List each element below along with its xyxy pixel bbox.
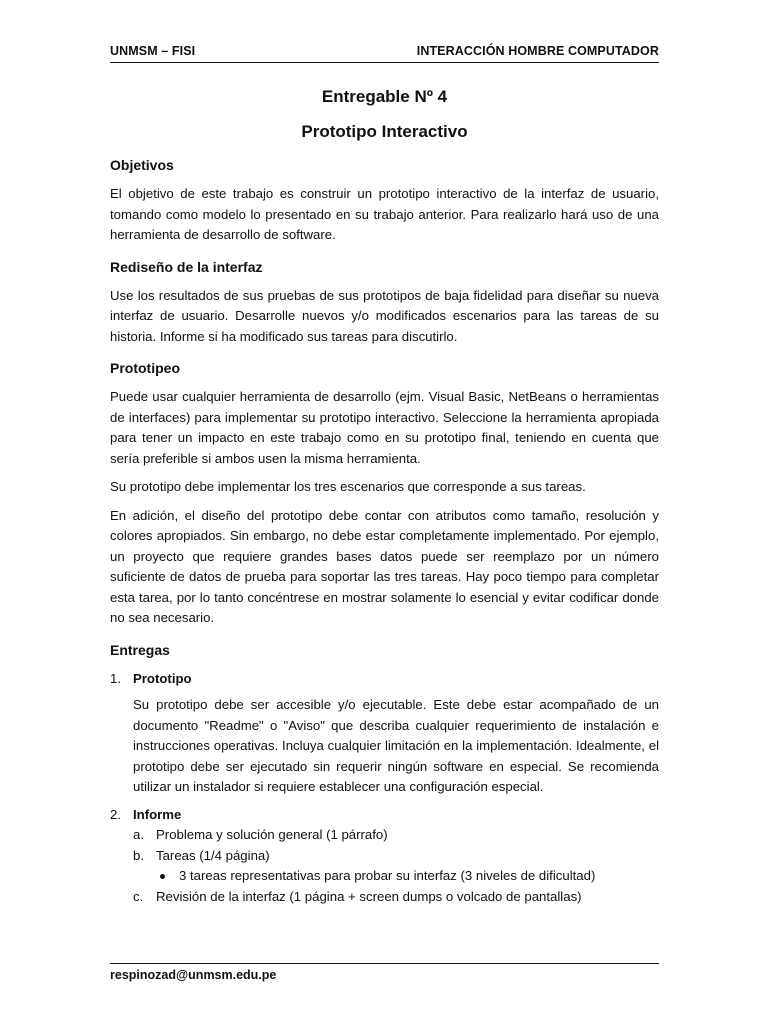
page-header xyxy=(110,44,659,63)
list-item xyxy=(110,669,659,798)
sub-list-marker: a. xyxy=(133,827,144,842)
list-item xyxy=(110,805,659,908)
entregas-list xyxy=(110,669,659,908)
document-body xyxy=(110,156,659,919)
bullet-icon xyxy=(160,874,165,879)
section-entregas xyxy=(110,641,659,908)
sub-list-item xyxy=(133,887,659,908)
heading-rediseno: Rediseño de la interfaz xyxy=(110,258,263,275)
footer-email: respinozad@unmsm.edu.pe xyxy=(110,968,277,982)
heading-objetivos: Objetivos xyxy=(110,157,174,173)
sub-list-text: Revisión de la interfaz (1 página + screen dumps o volcado de pantallas) xyxy=(156,888,582,904)
sub-list-item xyxy=(133,846,659,887)
list-label: Informe xyxy=(133,806,182,822)
paragraph: Use los resultados de sus pruebas de sus prototipos de baja fidelidad para diseñar su nueva interfaz de usuario. Desarrolle nuevos y/o modificados escenarios para las tareas de su historia. Informe si ha modificado sus tareas para discutirlo. xyxy=(110,287,659,344)
sub-list-text: Tareas (1/4 página) xyxy=(156,847,270,863)
sub-list-text: Problema y solución general (1 párrafo) xyxy=(156,827,388,842)
document-title: Entregable Nº 4 xyxy=(321,87,448,106)
section-objetivos xyxy=(110,156,659,246)
list-number: 1. xyxy=(110,670,121,686)
list-item-body xyxy=(133,695,659,798)
sub-list-item xyxy=(133,825,659,846)
heading-prototipeo: Prototipeo xyxy=(110,360,180,376)
page-footer xyxy=(110,963,659,982)
header-right: INTERACCIÓN HOMBRE COMPUTADOR xyxy=(416,44,659,58)
bullet-text: 3 tareas representativas para probar su interfaz (3 niveles de dificultad) xyxy=(179,868,596,883)
bullet-list xyxy=(156,866,659,887)
paragraph: Puede usar cualquier herramienta de desarrollo (ejm. Visual Basic, NetBeans o herramientas de interfaces) para implementar su prototipo interactivo. Seleccione la herramienta apropiada para tener un impacto en este trabajo como en su prototipo final, teniendo en cuenta que sería preferible si ambos usen la misma herramienta. xyxy=(110,389,659,466)
header-left: UNMSM – FISI xyxy=(110,44,196,58)
paragraph: En adición, el diseño del prototipo debe contar con atributos como tamaño, resolución y colores apropiados. Sin embargo, no debe estar completamente implementado. Por ejemplo, un proyecto que requiere grandes bases datos puede ser reemplazo por un número suficiente de datos de prueba para soportar las tres tareas. Hay poco tiempo para completar esta tarea, por lo tanto concéntrese en mostrar solamente lo esencial y evitar codificar donde no sea necesario. xyxy=(110,507,659,625)
paragraph: Su prototipo debe ser accesible y/o ejecutable. Este debe estar acompañado de un documento "Readme" o "Aviso" que describa cualquier requerimiento de instalación e instrucciones operativas. Incluya cualquier limitación en la implementación. Idealmente, el prototipo debe ser ejecutado sin requerir ningún software en especial. Se recomienda utilizar un instalador si requiere establecer una configuración especial. xyxy=(133,697,659,794)
paragraph: El objetivo de este trabajo es construir un prototipo interactivo de la interfaz de usuario, tomando como modelo lo presentado en su trabajo anterior. Para realizarlo hará uso de una herramienta de desarrollo de software. xyxy=(110,186,659,242)
section-rediseno xyxy=(110,258,659,348)
list-number: 2. xyxy=(110,806,121,822)
sub-list xyxy=(133,825,659,907)
heading-entregas: Entregas xyxy=(110,641,170,658)
document-subtitle: Prototipo Interactivo xyxy=(301,122,468,141)
section-prototipeo xyxy=(110,359,659,629)
sub-list-marker: c. xyxy=(133,888,144,904)
bullet-item xyxy=(156,866,659,887)
paragraph: Su prototipo debe implementar los tres escenarios que corresponde a sus tareas. xyxy=(110,479,586,494)
sub-list-marker: b. xyxy=(133,847,144,863)
list-label: Prototipo xyxy=(133,670,192,686)
